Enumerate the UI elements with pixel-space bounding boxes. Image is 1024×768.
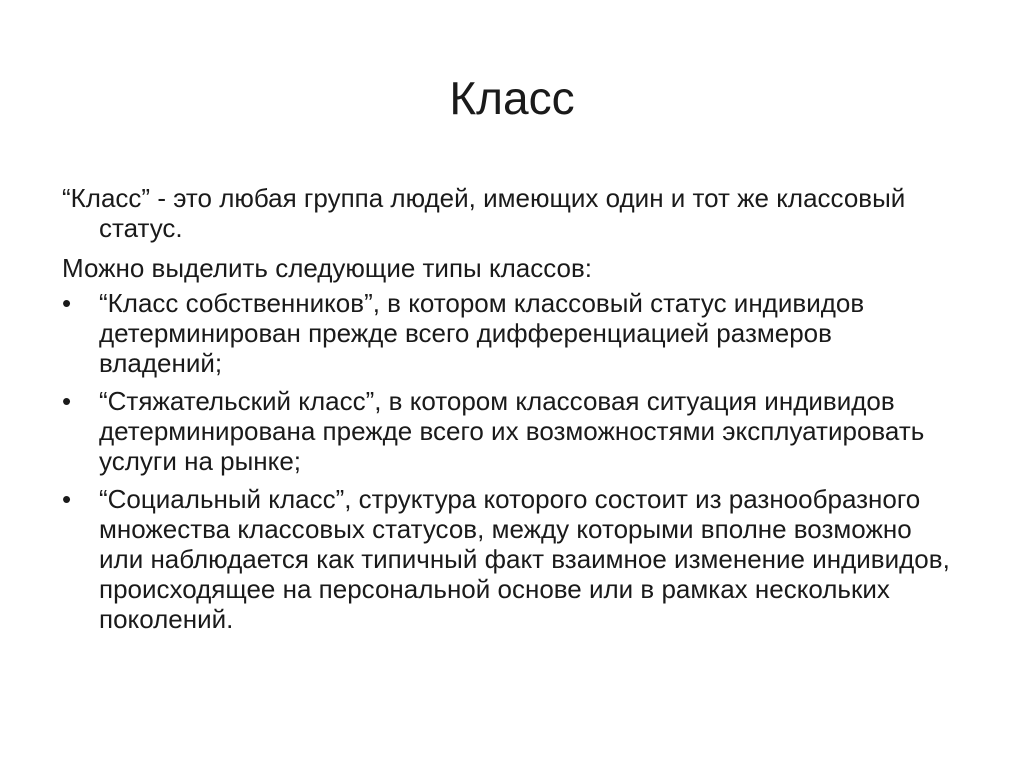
list-item-text: “Стяжательский класс”, в котором классовая ситуация индивидов детерминирована прежде всего их возможностями эксплуатировать услуги на рынке; [99,386,925,476]
bullet-icon: • [62,484,72,514]
bullet-icon: • [62,386,72,416]
list-item-text: “Класс собственников”, в котором классовый статус индивидов детерминирован прежде всего дифференциацией размеров владений; [99,288,865,378]
list-item [62,386,962,476]
list-item-text: “Социальный класс”, структура которого состоит из разнообразного множества классовых статусов, между которыми вполне возможно или наблюдается как типичный факт взаимное изменение индивидов, происходящее на персональной основе или в рамках нескольких поколений. [99,484,950,634]
bullet-icon: • [62,288,72,318]
definition-paragraph: “Класс” - это любая группа людей, имеющих один и тот же классовый статус. [62,183,906,243]
class-types-list [62,288,962,634]
list-item [62,484,962,634]
list-item [62,288,962,378]
slide-body [62,183,962,642]
slide-title: Класс [449,72,575,124]
intro-paragraph: Можно выделить следующие типы классов: [62,253,593,283]
